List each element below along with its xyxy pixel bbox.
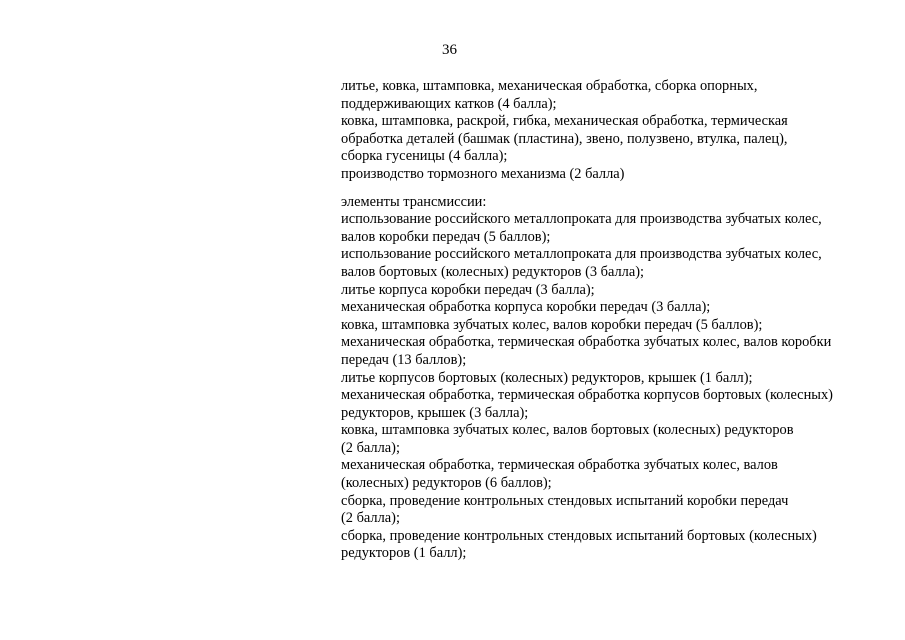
text-line: обработка деталей (башмак (пластина), звено, полузвено, втулка, палец),: [341, 130, 788, 147]
text-line: механическая обработка, термическая обработка корпусов бортовых (колесных): [341, 387, 833, 404]
text-line: использование российского металлопроката для производства зубчатых колес,: [341, 246, 822, 263]
paragraph-block-2: [341, 194, 871, 563]
text-line: сборка, проведение контрольных стендовых испытаний коробки передач: [341, 492, 789, 509]
text-line: использование российского металлопроката для производства зубчатых колес,: [341, 211, 822, 228]
text-line: (колесных) редукторов (6 баллов);: [341, 475, 552, 492]
text-line: механическая обработка, термическая обработка зубчатых колес, валов коробки: [341, 334, 832, 351]
paragraph-block-1: [341, 78, 871, 184]
text-line: механическая обработка корпуса коробки передач (3 балла);: [341, 299, 711, 316]
text-line: редукторов, крышек (3 балла);: [341, 404, 529, 421]
section-heading: элементы трансмиссии:: [341, 193, 487, 210]
text-line: редукторов (1 балл);: [341, 545, 467, 562]
text-line: механическая обработка, термическая обработка зубчатых колес, валов: [341, 457, 778, 474]
text-line: ковка, штамповка, раскрой, гибка, механическая обработка, термическая: [341, 113, 788, 130]
paragraph-gap: [341, 184, 871, 194]
text-line: сборка гусеницы (4 балла);: [341, 148, 508, 165]
text-line: литье корпусов бортовых (колесных) редукторов, крышек (1 балл);: [341, 369, 753, 386]
text-line: (2 балла);: [341, 439, 400, 456]
text-line: сборка, проведение контрольных стендовых испытаний бортовых (колесных): [341, 527, 817, 544]
text-line: производство тормозного механизма (2 балла): [341, 165, 625, 182]
text-line: поддерживающих катков (4 балла);: [341, 95, 557, 112]
text-line: валов бортовых (колесных) редукторов (3 балла);: [341, 263, 645, 280]
document-body: [341, 78, 871, 563]
page-number: 36: [442, 42, 457, 58]
text-line: литье корпуса коробки передач (3 балла);: [341, 281, 595, 298]
text-line: ковка, штамповка зубчатых колес, валов коробки передач (5 баллов);: [341, 316, 763, 333]
text-line: (2 балла);: [341, 510, 400, 527]
text-line: ковка, штамповка зубчатых колес, валов бортовых (колесных) редукторов: [341, 422, 794, 439]
text-line: валов коробки передач (5 баллов);: [341, 228, 551, 245]
text-line: передач (13 баллов);: [341, 351, 467, 368]
text-line: литье, ковка, штамповка, механическая обработка, сборка опорных,: [341, 78, 758, 94]
